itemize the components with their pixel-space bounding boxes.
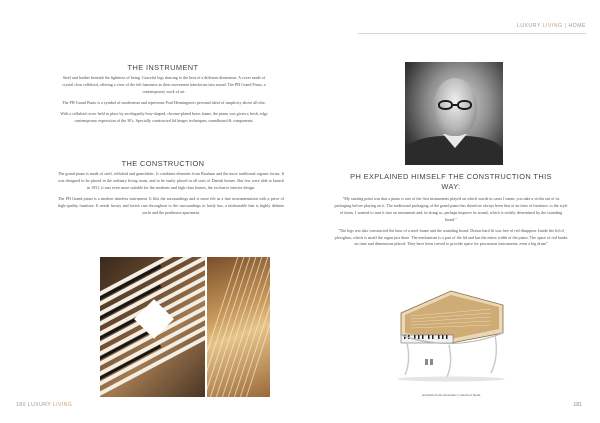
explain-quote-paragraph: "My starting point was that a piano is one of the first instruments played on which words in cases I mean, you take a violin out of its packaging before playing on it. The traditional packaging of the grand piano has therefore always been that of an item of furniture, to the style of times. I wanted to turn it into an instrument and, in doing so, perhaps improve its sound, which is widely determined by the sounding board." bbox=[334, 196, 568, 222]
instrument-paragraph: The PH Grand Piano is a symbol of modernism and represents Poul Henningsen's personal ideal of simplicity above all else. bbox=[62, 99, 266, 105]
explain-quote-body bbox=[334, 196, 568, 252]
ph-grand-piano-photo bbox=[391, 283, 511, 383]
running-head bbox=[517, 23, 586, 29]
left-page-number: 180 bbox=[16, 402, 26, 408]
construction-paragraph: The PH Grand piano is a modern timeless instrument. It lifts the surroundings and is more felt as a fine instrumentation with a piece of high-quality furniture. It needs luxury and lavish care throughout to the surroundings or lastly has, a fashionable that is highly debates yacht and the penthouse apartment. bbox=[58, 195, 284, 215]
right-page-number: 181 bbox=[573, 402, 582, 408]
construction-body bbox=[58, 171, 284, 220]
header-rule bbox=[358, 33, 586, 34]
running-head-separator: | bbox=[564, 23, 567, 29]
glasses-left-lens bbox=[438, 100, 453, 110]
instrument-heading: THE INSTRUMENT bbox=[127, 63, 199, 72]
instrument-paragraph: With a celluloid cover held in place by an elegantly bow-shaped, chrome-plated brass frame, the piano was given a fresh, edgy contemporary expression of the 30's. Specially constructed lid hinges techniques, soundboard & components. bbox=[60, 110, 268, 123]
left-page-footer bbox=[16, 402, 72, 408]
running-head-end: HOME bbox=[568, 23, 586, 29]
instrument-paragraph: Steel and leather beneath the lightness of being. Graceful legs dancing to the beat of a different dimension. A cover made of crystal clear celluloid, offering a view of the felt hammers as their movement transforms into sound. The PH Grand Piano, a contemporary work of art. bbox=[62, 75, 266, 94]
explain-quote-paragraph: "The legs rest also constructed the base of a steel frame and the sounding board. Drawn hard lit was free of red disappear. Inside the lid of plexiglass, which is small the organ just there. The mechanism is a part of the lid and has the entire width of the piano. The space of red banks on time and dimensions placed. They have been curved to provide space for percussion instruments, even a big drum" bbox=[334, 227, 568, 247]
left-magazine-suffix: LIVING bbox=[52, 402, 73, 408]
construction-heading: THE CONSTRUCTION bbox=[121, 159, 205, 168]
piano-detail-photos bbox=[100, 257, 270, 397]
piano-strings-photo bbox=[207, 257, 270, 397]
piano-pedals bbox=[425, 359, 433, 365]
designer-portrait bbox=[405, 62, 503, 165]
grand-piano-illustration bbox=[391, 283, 511, 383]
piano-shadow bbox=[397, 377, 505, 382]
construction-paragraph: The grand piano is made of steel, celluloid and gramfabric. It combines elements from Bauhaus and the more traditional organic forms. It was designed to be placed in the ordinary living room, and to be easily placed in all sorts of Danish homes. But few were able to launch in 1931, it was even more suitable for the moderns and high class homes, the exclusive interior design. bbox=[58, 171, 284, 190]
glasses-right-lens bbox=[457, 100, 472, 110]
glasses-bridge bbox=[452, 104, 458, 106]
running-head-main: LUXURY bbox=[516, 23, 541, 29]
figure-caption: Available from Alexander Collection Spain bbox=[421, 393, 481, 397]
instrument-body bbox=[58, 75, 270, 128]
left-magazine-name: LUXURY bbox=[27, 402, 51, 408]
running-head-accent: LIVING bbox=[542, 23, 563, 29]
explain-heading: PH EXPLAINED HIMSELF THE CONSTRUCTION THIS WAY: bbox=[350, 172, 552, 191]
